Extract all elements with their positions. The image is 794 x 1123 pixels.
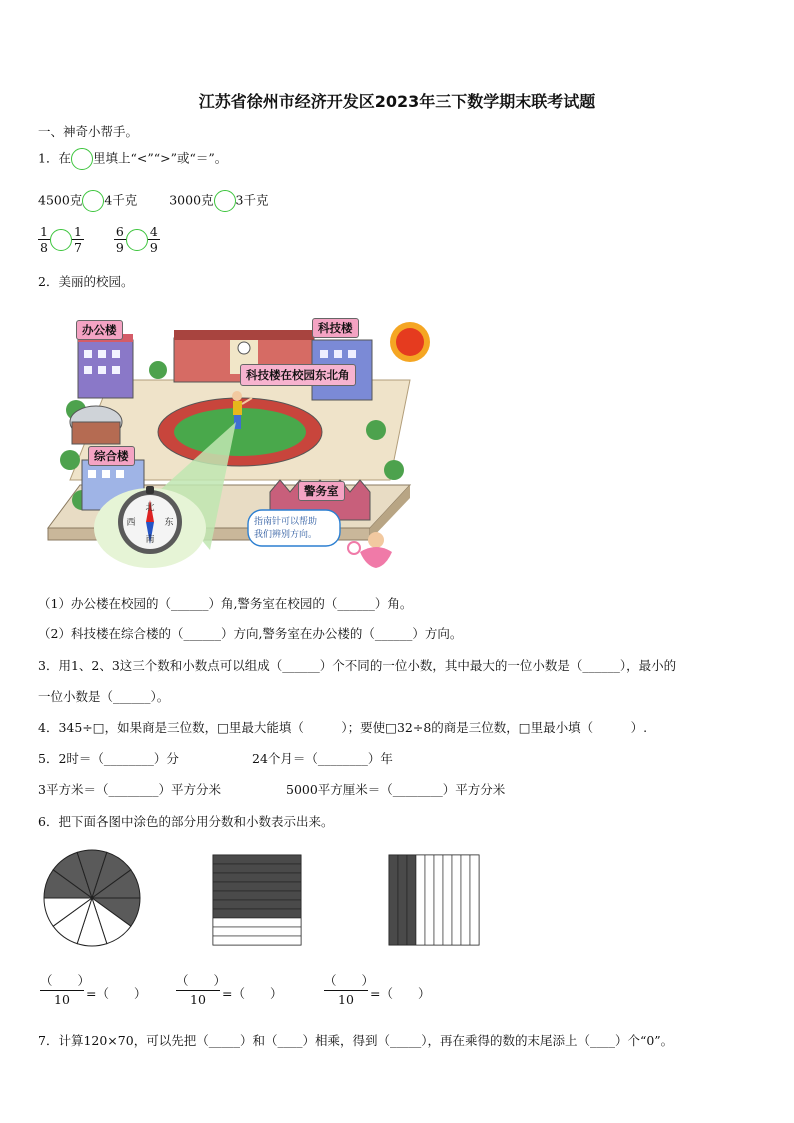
stripe (213, 909, 301, 918)
complex-building-label: 综合楼 (88, 446, 135, 466)
q1-a1b: 4千克 (104, 192, 138, 208)
stripe (213, 900, 301, 909)
page-title: 江苏省徐州市经济开发区2023年三下数学期末联考试题 (198, 92, 596, 111)
compass-west-label: 西 (126, 518, 136, 528)
answer-circle-1[interactable] (82, 190, 104, 212)
stripe (213, 927, 301, 936)
bubble-line-2: 我们辨别方向。 (254, 530, 318, 540)
q2-sub-1: （1）办公楼在校园的（______）角,警务室在校园的（______）角。 (38, 596, 413, 611)
column (416, 855, 425, 945)
office-building-label: 办公楼 (76, 320, 123, 340)
column (434, 855, 443, 945)
section-heading: 一、神奇小帮手。 (38, 124, 139, 139)
answer-fraction-2[interactable]: （ ） 10 (176, 973, 227, 1007)
speech-bubble-text (254, 516, 317, 542)
bubble-line-1: 指南针可以帮助 (254, 517, 318, 527)
question-5-a: 5．2时＝（________）分 (38, 751, 179, 766)
fraction: $\frac{6}{9}$ (115, 224, 124, 255)
stripe (213, 855, 301, 864)
column (425, 855, 434, 945)
column (407, 855, 416, 945)
column (389, 855, 398, 945)
speech-label: 科技楼在校园东北角 (240, 364, 356, 386)
stripe (213, 864, 301, 873)
stripe (213, 891, 301, 900)
compass-north-label: 北 (145, 503, 155, 513)
q1-row-1 (38, 190, 269, 212)
stripe (213, 882, 301, 891)
tech-building-label: 科技楼 (312, 318, 359, 338)
column (443, 855, 452, 945)
question-2: 2．美丽的校园。 (38, 274, 134, 289)
answer-fraction-3[interactable]: （ ） 10 (324, 973, 375, 1007)
stripe (213, 936, 301, 945)
q1-suffix: 里填上“<”“>”或“＝”。 (92, 150, 228, 166)
answer-circle-icon (71, 148, 93, 170)
question-1 (38, 148, 227, 170)
question-7: 7．计算120×70，可以先把（_____）和（____）相乘，得到（_____），再在乘得的数的末尾添上（____）个“0”。 (38, 1033, 674, 1048)
q1-row-2 (38, 224, 160, 255)
answer-decimal-1[interactable]: =（ ） (86, 986, 147, 1001)
stripe (213, 873, 301, 882)
answer-circle-4[interactable] (126, 229, 148, 251)
compass-south-label: 南 (145, 535, 155, 545)
fraction: $\frac{1}{7}$ (73, 224, 82, 255)
police-room-label: 警务室 (298, 481, 345, 501)
compass-east-label: 东 (164, 518, 174, 528)
question-3-line-1: 3．用1、2、3这三个数和小数点可以组成（______）个不同的一位小数，其中最大的一位小数是（______），最小的 (38, 658, 677, 673)
fraction: $\frac{1}{8}$ (40, 224, 48, 255)
q1-prefix: 1．在 (38, 150, 71, 166)
answer-decimal-3[interactable]: =（ ） (370, 986, 431, 1001)
column (398, 855, 407, 945)
q1-a1: 4500克 (38, 192, 83, 208)
q1-a2b: 3千克 (235, 192, 269, 208)
question-5-c: 3平方米＝（________）平方分米 (38, 782, 221, 797)
question-5-d: 5000平方厘米＝（________）平方分米 (286, 782, 506, 797)
stripes-figure (212, 854, 302, 946)
pie-figure (40, 846, 144, 950)
column (452, 855, 461, 945)
fraction: $\frac{4}{9}$ (149, 224, 158, 255)
columns-figure (388, 854, 480, 946)
answer-circle-2[interactable] (214, 190, 236, 212)
column (461, 855, 470, 945)
answer-circle-3[interactable] (50, 229, 72, 251)
answer-fraction-1[interactable]: （ ） 10 (40, 973, 91, 1007)
q1-a2: 3000克 (169, 192, 214, 208)
stripe (213, 918, 301, 927)
question-4: 4．345÷□，如果商是三位数，□里最大能填（ ）；要使□32÷8的商是三位数，□里最小填（ ）. (38, 720, 648, 735)
q2-sub-2: （2）科技楼在综合楼的（______）方向,警务室在办公楼的（______）方向。 (38, 626, 463, 641)
answer-decimal-2[interactable]: =（ ） (222, 986, 283, 1001)
question-3-line-2: 一位小数是（______）。 (38, 689, 170, 704)
question-6: 6．把下面各图中涂色的部分用分数和小数表示出来。 (38, 814, 334, 829)
question-5-b: 24个月＝（________）年 (252, 751, 393, 766)
column (470, 855, 479, 945)
